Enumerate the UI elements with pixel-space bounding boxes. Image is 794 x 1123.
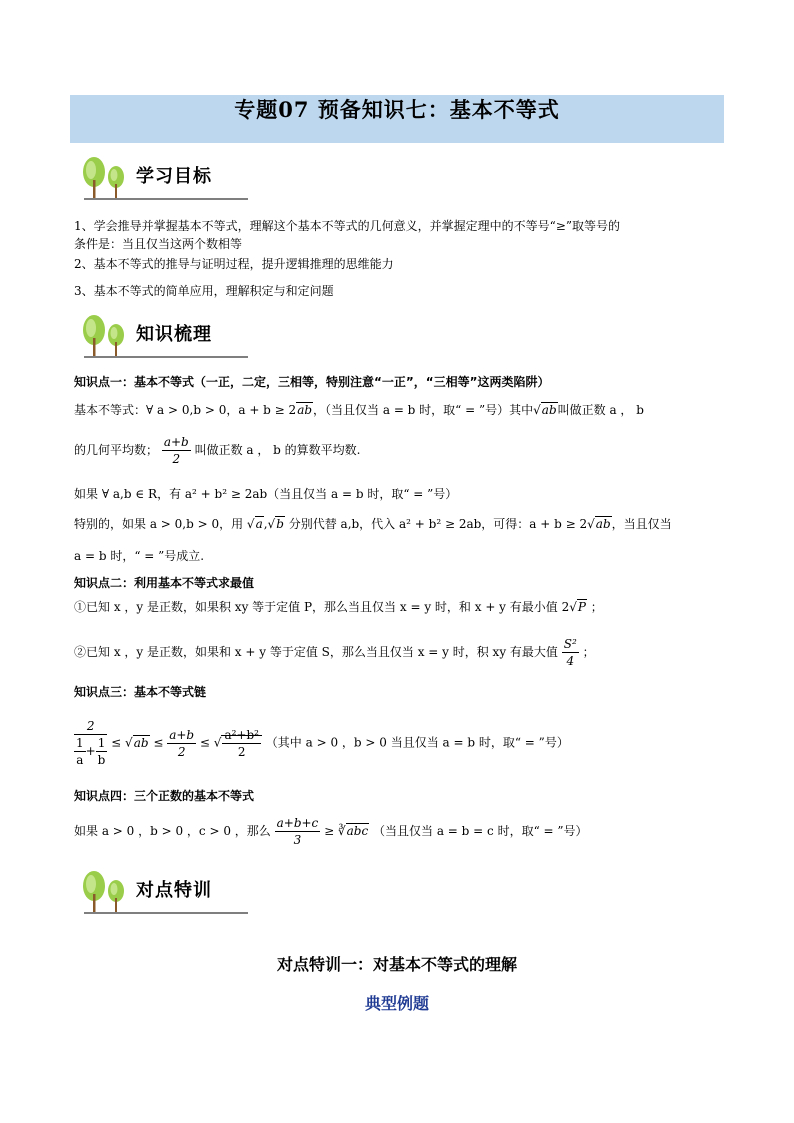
goal-item-1b: 条件是：当且仅当这两个数相等 xyxy=(74,237,243,251)
section-divider xyxy=(84,912,248,914)
kp1-line5: a = b 时，“ = ”号成立. xyxy=(74,549,205,563)
sqrt-ab-2: ab xyxy=(541,403,557,417)
goal-item-3: 3、基本不等式的简单应用，理解积定与和定问题 xyxy=(74,284,334,298)
kp1-title: 知识点一：基本不等式（一正，二定，三相等，特别注意“一正”，“三相等”这两类陷阱） xyxy=(74,375,550,389)
kp1-line2 xyxy=(74,434,360,467)
section-header-goals xyxy=(78,152,248,200)
title-banner xyxy=(70,95,724,143)
kp3-chain: 2 $\frac{1}{a}$ + $\frac{1}{b}$ ≤ √ab ≤ $\frac{a+b}{2}$ ≤ √ $\frac{\text{a²+b²}}{2}$ （其中 a > 0 ，b > 0 当且仅当 a = b 时，取“ = ”号） xyxy=(76,719,569,767)
kp2-title: 知识点二：利用基本不等式求最值 xyxy=(74,576,255,590)
kp4-line-b: （当且仅当 a = b = c 时，取“ = ”号） xyxy=(373,824,588,838)
section-divider xyxy=(84,356,248,358)
training-subtitle: 典型例题 xyxy=(364,994,429,1013)
kp1-line1-a: 基本不等式：∀ a > 0,b > 0，a + b ≥ 2 xyxy=(74,403,297,417)
kp3-note: （其中 a > 0 ，b > 0 当且仅当 a = b 时，取“ = ”号） xyxy=(265,735,569,750)
kp4-line: 如果 a > 0 ，b > 0 ，c > 0 ，那么 $\frac{a+b+c}{3}$ ≥ ∛abc （当且仅当 a = b = c 时，取“ = ”号） xyxy=(74,816,588,847)
fraction-s2-over-4: $\frac{\text{S²}}{4}$ xyxy=(563,637,577,668)
kp1-line3: 如果 ∀ a,b ∈ R，有 a² + b² ≥ 2ab（当且仅当 a = b 时，取“ = ”号） xyxy=(74,487,458,501)
kp1-line1-b: ，（当且仅当 a = b 时，取“ = ”号）其中 xyxy=(313,403,534,417)
kp1-line1-c: 叫做正数 a ， b xyxy=(557,403,644,417)
section-header-training xyxy=(78,866,248,914)
kp1-line4-c: ，当且仅当 xyxy=(611,517,672,531)
tree-icon xyxy=(78,310,134,358)
kp1-line4: 特别的，如果 a > 0,b > 0，用 √a,√b 分别代替 a,b，代入 a² + b² ≥ 2ab，可得：a + b ≥ 2√ab，当且仅当 xyxy=(74,517,672,531)
kp3-title: 知识点三：基本不等式链 xyxy=(74,685,207,699)
sqrt-ab: ab xyxy=(297,403,313,417)
tree-icon xyxy=(78,866,134,914)
kp2-line2: ②已知 x ，y 是正数，如果和 x + y 等于定值 S，那么当且仅当 x = y 时，积 xy 有最大值 $\frac{\text{S²}}{4}$ ； xyxy=(74,637,595,668)
kp1-line2-b: 叫做正数 a ， b 的算数平均数. xyxy=(194,443,361,457)
kp2-line2-text: ②已知 x ，y 是正数，如果和 x + y 等于定值 S，那么当且仅当 x = y 时，积 xy 有最大值 xyxy=(74,645,558,659)
goal-item-2: 2、基本不等式的推导与证明过程，提升逻辑推理的思维能力 xyxy=(74,257,394,271)
tree-icon xyxy=(78,152,134,200)
fraction-arith-mean: $\frac{a+b}{2}$ xyxy=(163,435,189,466)
section-title-goals: 学习目标 xyxy=(136,166,212,187)
kp1-line1: 基本不等式：∀ a > 0,b > 0，a + b ≥ 2ab，（当且仅当 a = b 时，取“ = ”号）其中√ab叫做正数 a ， b xyxy=(74,403,644,417)
kp1-line4-a: 特别的，如果 a > 0,b > 0，用 xyxy=(74,517,244,531)
kp2-line1-text: ①已知 x ，y 是正数，如果积 xy 等于定值 P，那么当且仅当 x = y 时，和 x + y 有最小值 2 xyxy=(74,600,570,614)
section-header-knowledge xyxy=(78,310,248,358)
kp4-title: 知识点四：三个正数的基本不等式 xyxy=(74,789,255,803)
kp4-line-a: 如果 a > 0 ，b > 0 ，c > 0 ，那么 xyxy=(74,824,271,838)
goal-item-1a: 1、学会推导并掌握基本不等式，理解这个基本不等式的几何意义，并掌握定理中的不等号“≥”取等号的 xyxy=(74,219,620,233)
kp1-line4-b: 分别代替 a,b，代入 a² + b² ≥ 2ab，可得：a + b ≥ 2 xyxy=(288,517,588,531)
training-title: 对点特训一：对基本不等式的理解 xyxy=(276,955,517,974)
fraction-arith-mean-2: $\frac{a+b}{2}$ xyxy=(169,727,195,759)
fraction-harmonic-mean: 2 $\frac{1}{a}$ + $\frac{1}{b}$ xyxy=(76,719,106,767)
page-title: 专题07 预备知识七：基本不等式 xyxy=(234,97,560,122)
section-title-knowledge: 知识梳理 xyxy=(136,324,212,345)
kp1-line2-a: 的几何平均数； xyxy=(74,443,159,457)
section-title-training: 对点特训 xyxy=(136,880,212,901)
section-divider xyxy=(84,198,248,200)
fraction-three-mean: $\frac{a+b+c}{3}$ xyxy=(276,816,319,847)
kp2-line1: ①已知 x ，y 是正数，如果积 xy 等于定值 P，那么当且仅当 x = y 时，和 x + y 有最小值 2√P ； xyxy=(74,600,603,614)
